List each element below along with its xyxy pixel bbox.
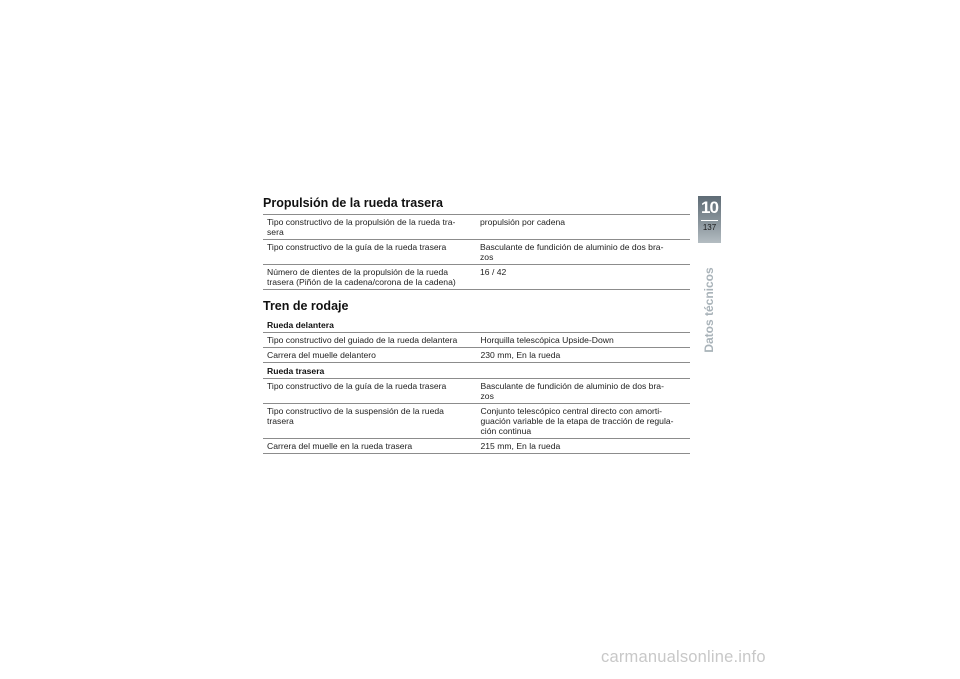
rear-wheel-drive-table <box>263 214 690 290</box>
table-row <box>263 379 690 404</box>
spec-value: 16 / 42 <box>476 265 690 290</box>
spec-value: Basculante de fundición de aluminio de dos bra- zos <box>477 379 691 404</box>
spec-value: Horquilla telescópica Upside-Down <box>477 333 691 348</box>
table-row <box>263 333 690 348</box>
chapter-number: 10 <box>701 198 718 217</box>
table-subheading-row <box>263 363 690 379</box>
table-row <box>263 265 690 290</box>
table-row <box>263 215 690 240</box>
spec-value: 230 mm, En la rueda <box>477 348 691 363</box>
watermark: carmanualsonline.info <box>601 648 766 666</box>
spec-label: Tipo constructivo de la propulsión de la rueda tra- sera <box>263 215 476 240</box>
spec-label: Tipo constructivo de la guía de la rueda trasera <box>263 240 476 265</box>
spec-label: Tipo constructivo de la guía de la rueda trasera <box>263 379 477 404</box>
spec-value: Basculante de fundición de aluminio de dos bra- zos <box>476 240 690 265</box>
section-title-rear-wheel-drive: Propulsión de la rueda trasera <box>263 196 443 210</box>
chassis-table <box>263 317 690 454</box>
chapter-side-title: Datos técnicos <box>702 267 716 353</box>
page-number: 137 <box>702 223 717 232</box>
spec-value: propulsión por cadena <box>476 215 690 240</box>
table-subheading-row <box>263 317 690 333</box>
spec-label: Tipo constructivo de la suspensión de la rueda trasera <box>263 404 477 439</box>
spec-label: Carrera del muelle en la rueda trasera <box>263 439 477 454</box>
spec-value: 215 mm, En la rueda <box>477 439 691 454</box>
chapter-tab-divider <box>701 220 718 221</box>
section-title-chassis: Tren de rodaje <box>263 299 349 313</box>
front-wheel-heading: Rueda delantera <box>263 317 690 333</box>
table-row <box>263 240 690 265</box>
table-row <box>263 404 690 439</box>
spec-label: Tipo constructivo del guiado de la rueda delantera <box>263 333 477 348</box>
spec-label: Carrera del muelle delantero <box>263 348 477 363</box>
table-row <box>263 439 690 454</box>
spec-value: Conjunto telescópico central directo con amorti- guación variable de la etapa de tracción de regula- ción continua <box>477 404 691 439</box>
spec-label: Número de dientes de la propulsión de la rueda trasera (Piñón de la cadena/corona de la cadena) <box>263 265 476 290</box>
manual-page-content <box>263 196 690 454</box>
rear-wheel-heading: Rueda trasera <box>263 363 690 379</box>
chapter-tab <box>698 196 721 243</box>
table-row <box>263 348 690 363</box>
